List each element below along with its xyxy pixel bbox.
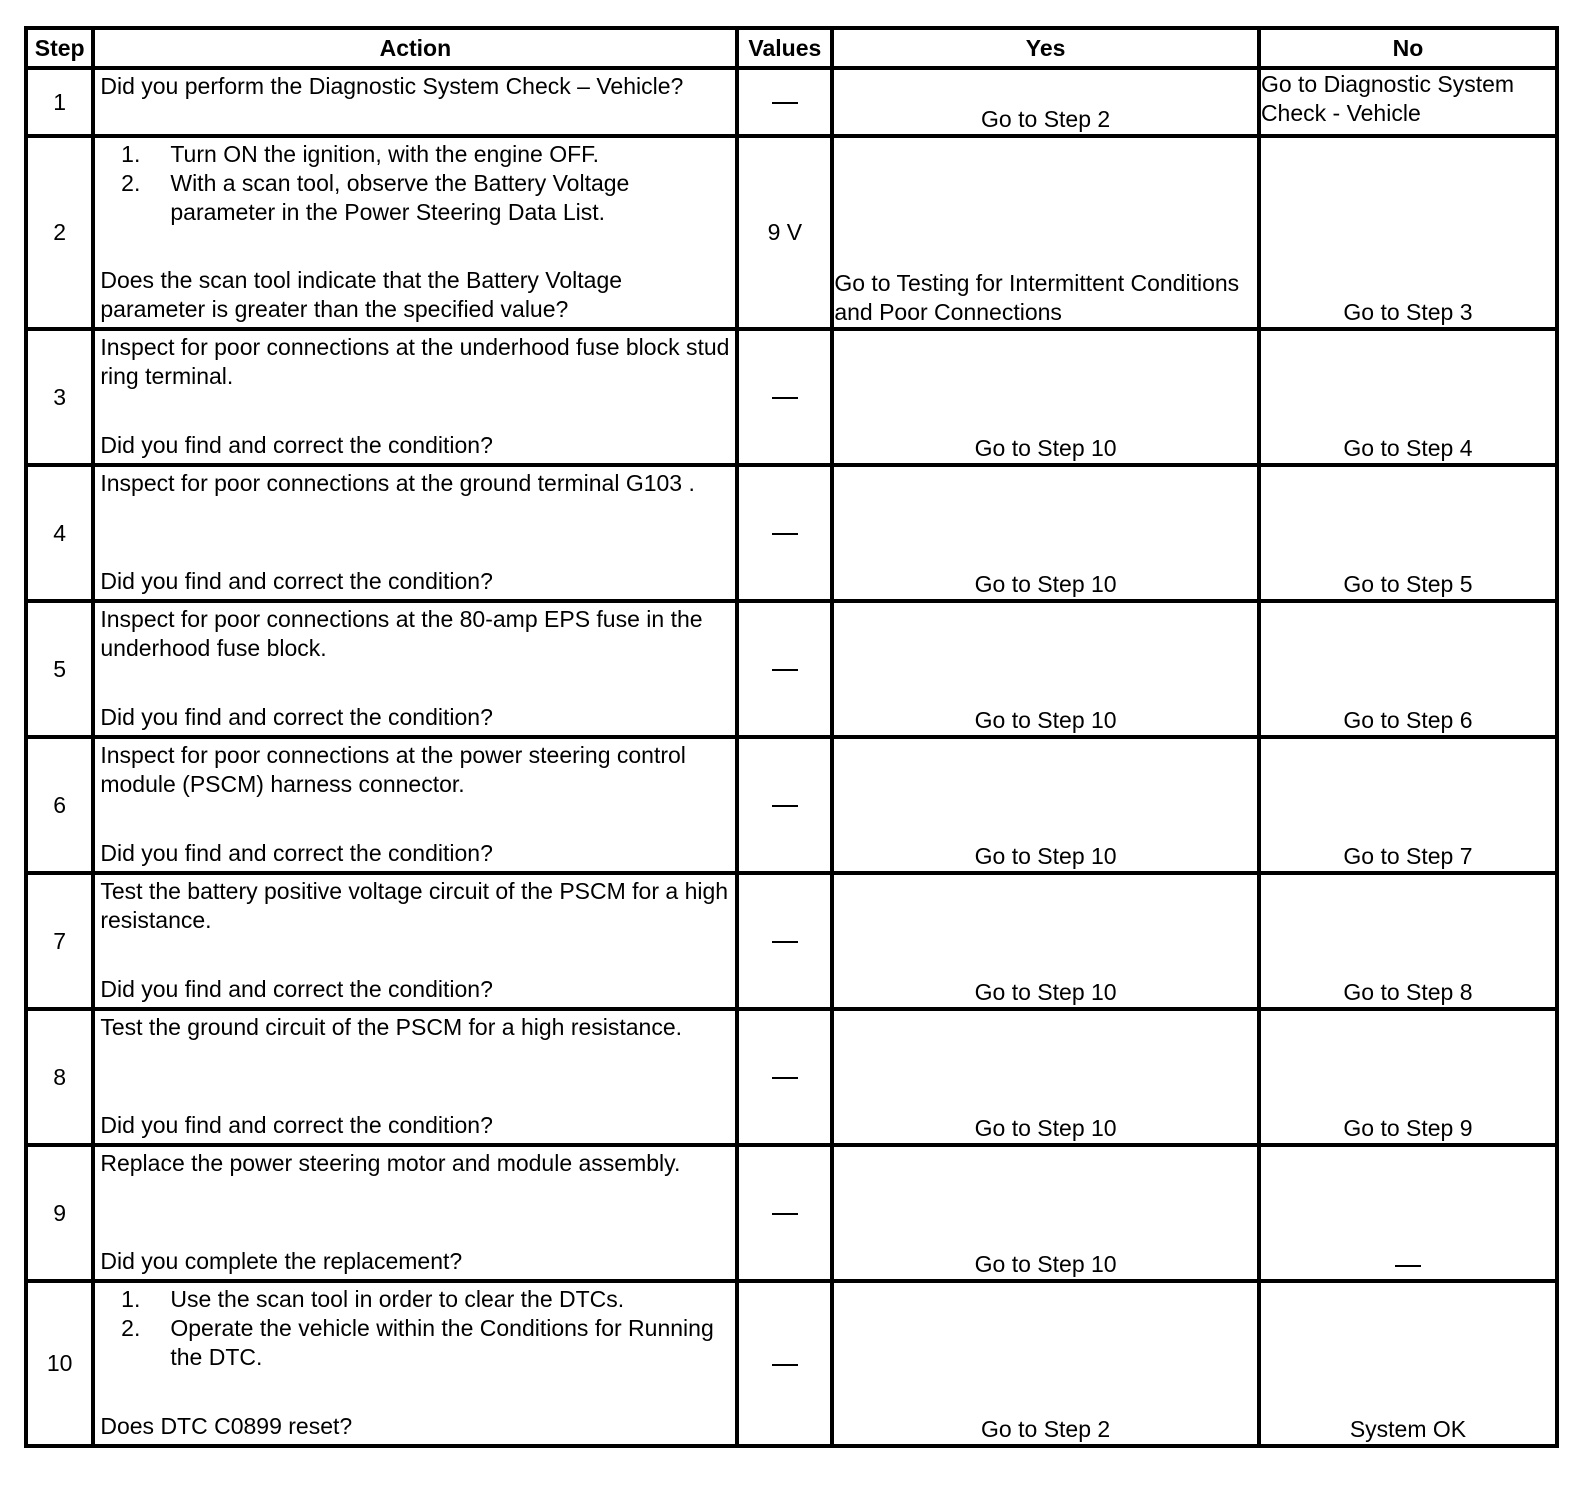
value-cell <box>737 1281 832 1446</box>
list-item: 1. Turn ON the ignition, with the engine OFF. <box>121 141 600 167</box>
action-question: Does DTC C0899 reset? <box>100 1413 353 1439</box>
value-cell <box>737 1145 832 1281</box>
yes-cell: Go to Step 10 <box>832 873 1259 1009</box>
yes-cell: Go to Step 10 <box>832 601 1259 737</box>
table-row <box>26 1281 1557 1446</box>
action-text: Inspect for poor connections at the power steering control module (PSCM) harness connector. <box>100 742 686 797</box>
action-question: Did you find and correct the condition? <box>100 568 493 594</box>
value-cell <box>737 68 832 136</box>
action-list <box>100 140 730 227</box>
table-row <box>26 136 1557 329</box>
action-text: Inspect for poor connections at the underhood fuse block stud ring terminal. <box>100 334 730 389</box>
header-values: Values <box>737 28 832 68</box>
table-row <box>26 329 1557 465</box>
no-cell: Go to Step 3 <box>1259 136 1557 329</box>
table-row <box>26 873 1557 1009</box>
list-item: 2. With a scan tool, observe the Battery Voltage parameter in the Power Steering Data List. <box>121 170 630 225</box>
table-row <box>26 68 1557 136</box>
step-number: 8 <box>26 1009 93 1145</box>
value-cell <box>737 873 832 1009</box>
action-question: Did you find and correct the condition? <box>100 432 493 458</box>
no-cell: Go to Step 6 <box>1259 601 1557 737</box>
no-cell: Go to Step 9 <box>1259 1009 1557 1145</box>
action-question: Did you find and correct the condition? <box>100 976 493 1002</box>
no-cell <box>1259 1145 1557 1281</box>
action-text: Replace the power steering motor and module assembly. <box>100 1150 681 1176</box>
action-text: Test the ground circuit of the PSCM for a high resistance. <box>100 1014 683 1040</box>
dash-mark <box>772 102 798 104</box>
step-number: 1 <box>26 68 93 136</box>
step-number: 9 <box>26 1145 93 1281</box>
no-cell: System OK <box>1259 1281 1557 1446</box>
table-row <box>26 1009 1557 1145</box>
action-cell <box>93 68 737 136</box>
step-number: 3 <box>26 329 93 465</box>
dash-mark <box>772 533 798 535</box>
no-cell: Go to Step 5 <box>1259 465 1557 601</box>
list-item: 2. Operate the vehicle within the Conditions for Running the DTC. <box>121 1315 714 1370</box>
action-cell <box>93 1281 737 1446</box>
step-number: 6 <box>26 737 93 873</box>
no-cell: Go to Step 8 <box>1259 873 1557 1009</box>
list-item: 1. Use the scan tool in order to clear the DTCs. <box>121 1286 625 1312</box>
yes-cell: Go to Step 10 <box>832 1009 1259 1145</box>
header-yes: Yes <box>832 28 1259 68</box>
value-cell: 9 V <box>737 136 832 329</box>
action-question: Did you find and correct the condition? <box>100 704 493 730</box>
dash-mark <box>1395 1265 1421 1267</box>
table-row <box>26 737 1557 873</box>
header-action: Action <box>93 28 737 68</box>
no-cell: Go to Step 4 <box>1259 329 1557 465</box>
dash-mark <box>772 1213 798 1215</box>
value-cell <box>737 465 832 601</box>
action-cell <box>93 136 737 329</box>
header-step: Step <box>26 28 93 68</box>
no-cell: Go to Diagnostic System Check - Vehicle <box>1259 68 1557 136</box>
value-cell <box>737 737 832 873</box>
diagnostic-table <box>24 26 1559 1448</box>
step-number: 2 <box>26 136 93 329</box>
action-question: Did you find and correct the condition? <box>100 840 493 866</box>
table-row <box>26 1145 1557 1281</box>
action-question: Did you find and correct the condition? <box>100 1112 493 1138</box>
step-number: 5 <box>26 601 93 737</box>
action-question: Does the scan tool indicate that the Battery Voltage parameter is greater than the specified value? <box>100 267 623 322</box>
yes-cell: Go to Step 2 <box>832 1281 1259 1446</box>
value-cell <box>737 1009 832 1145</box>
step-number: 10 <box>26 1281 93 1446</box>
yes-cell: Go to Step 10 <box>832 329 1259 465</box>
step-number: 4 <box>26 465 93 601</box>
no-cell: Go to Step 7 <box>1259 737 1557 873</box>
dash-mark <box>772 669 798 671</box>
dash-mark <box>772 1077 798 1079</box>
action-cell <box>93 601 737 737</box>
table-row <box>26 465 1557 601</box>
step-number: 7 <box>26 873 93 1009</box>
action-question: Did you complete the replacement? <box>100 1248 463 1274</box>
action-cell <box>93 465 737 601</box>
action-text: Did you perform the Diagnostic System Check – Vehicle? <box>100 73 684 99</box>
action-text: Inspect for poor connections at the ground terminal G103 . <box>100 470 695 496</box>
dash-mark <box>772 397 798 399</box>
value-cell <box>737 601 832 737</box>
yes-cell: Go to Step 2 <box>832 68 1259 136</box>
header-row <box>26 28 1557 68</box>
action-cell <box>93 1145 737 1281</box>
action-cell <box>93 737 737 873</box>
action-cell <box>93 873 737 1009</box>
yes-cell: Go to Testing for Intermittent Conditions and Poor Connections <box>832 136 1259 329</box>
dash-mark <box>772 1364 798 1366</box>
yes-cell: Go to Step 10 <box>832 737 1259 873</box>
action-text: Test the battery positive voltage circuit of the PSCM for a high resistance. <box>100 878 729 933</box>
yes-cell: Go to Step 10 <box>832 1145 1259 1281</box>
action-text: Inspect for poor connections at the 80-amp EPS fuse in the underhood fuse block. <box>100 606 703 661</box>
action-cell <box>93 1009 737 1145</box>
header-no: No <box>1259 28 1557 68</box>
dash-mark <box>772 805 798 807</box>
action-list <box>100 1285 730 1372</box>
dash-mark <box>772 941 798 943</box>
value-cell <box>737 329 832 465</box>
yes-cell: Go to Step 10 <box>832 465 1259 601</box>
action-cell <box>93 329 737 465</box>
table-row <box>26 601 1557 737</box>
